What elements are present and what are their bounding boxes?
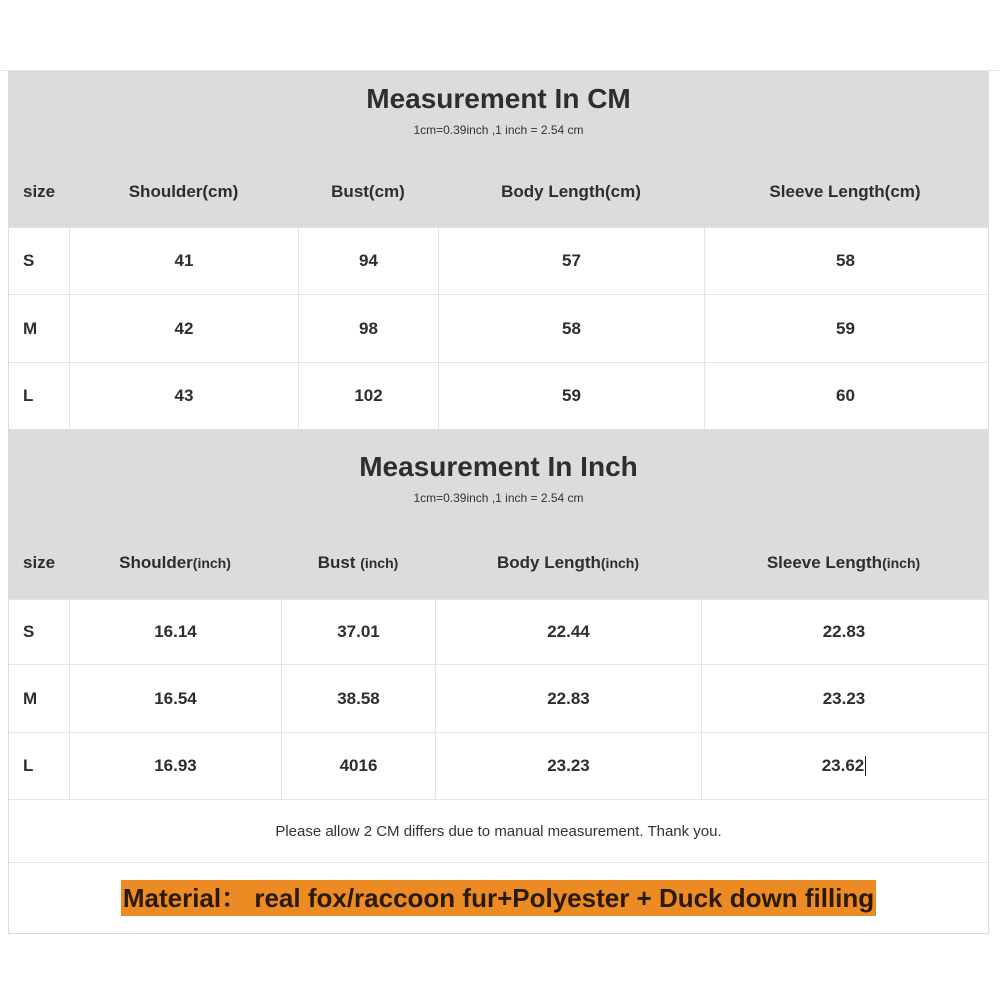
inch-title-block xyxy=(9,429,988,527)
inch-cell-bust: 4016 xyxy=(281,733,435,799)
inch-cell-sleeve-length: 23.23 xyxy=(701,665,986,732)
table-row xyxy=(9,599,988,664)
cm-cell-size: M xyxy=(23,318,38,338)
inch-header-body-length-label: Body Length xyxy=(497,553,601,572)
inch-cell-size: M xyxy=(23,688,38,708)
cm-header-size: size xyxy=(23,181,56,201)
inch-cell-shoulder: 16.14 xyxy=(69,600,281,664)
cm-cell-shoulder: 43 xyxy=(69,363,298,429)
inch-cell-size: L xyxy=(23,756,34,775)
cm-cell-sleeve-length: 58 xyxy=(704,228,986,294)
table-row xyxy=(9,664,988,732)
cm-cell-bust: 102 xyxy=(298,363,438,429)
inch-header-bust-label: Bust xyxy=(317,553,361,572)
inch-header-shoulder-label: Shoulder xyxy=(119,553,193,572)
cm-cell-sleeve-length: 60 xyxy=(704,363,986,429)
inch-header-sleeve-length-unit: (inch) xyxy=(882,555,921,571)
inch-cell-shoulder: 16.93 xyxy=(69,733,281,799)
cm-title-block xyxy=(9,71,988,156)
cm-cell-sleeve-length: 59 xyxy=(704,295,986,362)
cm-header-body-length: Body Length(cm) xyxy=(501,181,641,201)
inch-cell-size: S xyxy=(23,622,35,641)
inch-header-body-length xyxy=(435,527,701,599)
cm-cell-size: L xyxy=(23,386,34,405)
table-row xyxy=(9,294,988,362)
inch-table-header xyxy=(9,429,988,599)
inch-table-title: Measurement In Inch xyxy=(359,451,638,482)
inch-cell-sleeve-length-value: 23.62 xyxy=(821,756,865,775)
inch-header-body-length-unit: (inch) xyxy=(600,555,639,571)
cm-cell-size: S xyxy=(23,251,35,270)
inch-cell-bust: 38.58 xyxy=(281,665,435,732)
cm-cell-shoulder: 42 xyxy=(69,295,298,362)
cm-cell-shoulder: 41 xyxy=(69,228,298,294)
table-row xyxy=(9,362,988,429)
cm-table-header xyxy=(9,71,988,227)
cm-cell-body-length: 58 xyxy=(438,295,704,362)
inch-header-size-label: size xyxy=(23,553,56,572)
cm-header-bust: Bust(cm) xyxy=(331,181,405,201)
cm-header-shoulder: Shoulder(cm) xyxy=(128,181,239,201)
cm-cell-body-length: 59 xyxy=(438,363,704,429)
material-row xyxy=(9,862,988,933)
size-chart-sheet xyxy=(8,71,989,934)
table-row xyxy=(9,227,988,294)
cm-table-title: Measurement In CM xyxy=(366,83,631,114)
inch-cell-sleeve-length xyxy=(701,733,986,799)
inch-header-bust xyxy=(281,527,435,599)
inch-cell-body-length: 22.44 xyxy=(435,600,701,664)
cm-header-sleeve-length: Sleeve Length(cm) xyxy=(769,181,921,201)
inch-cell-shoulder: 16.54 xyxy=(69,665,281,732)
inch-header-size xyxy=(9,527,69,599)
inch-cell-body-length: 23.23 xyxy=(435,733,701,799)
inch-cell-bust: 37.01 xyxy=(281,600,435,664)
inch-header-sleeve-length xyxy=(701,527,986,599)
inch-table-subtitle: 1cm=0.39inch ,1 inch = 2.54 cm xyxy=(413,491,584,505)
measurement-note: Please allow 2 CM differs due to manual measurement. Thank you. xyxy=(9,799,988,862)
cm-cell-bust: 98 xyxy=(298,295,438,362)
cm-column-headers xyxy=(9,156,988,227)
table-row xyxy=(9,732,988,799)
inch-cell-body-length: 22.83 xyxy=(435,665,701,732)
cm-cell-bust: 94 xyxy=(298,228,438,294)
text-cursor xyxy=(865,756,866,776)
inch-header-bust-unit: (inch) xyxy=(360,555,399,571)
inch-column-headers xyxy=(9,527,988,599)
cm-table-subtitle: 1cm=0.39inch ,1 inch = 2.54 cm xyxy=(413,123,584,137)
inch-header-shoulder xyxy=(69,527,281,599)
inch-cell-sleeve-length: 22.83 xyxy=(701,600,986,664)
inch-header-shoulder-unit: (inch) xyxy=(192,555,231,571)
cm-cell-body-length: 57 xyxy=(438,228,704,294)
material-label: Material： real fox/raccoon fur+Polyester + Duck down filling xyxy=(121,880,876,916)
inch-header-sleeve-length-label: Sleeve Length xyxy=(766,553,883,572)
